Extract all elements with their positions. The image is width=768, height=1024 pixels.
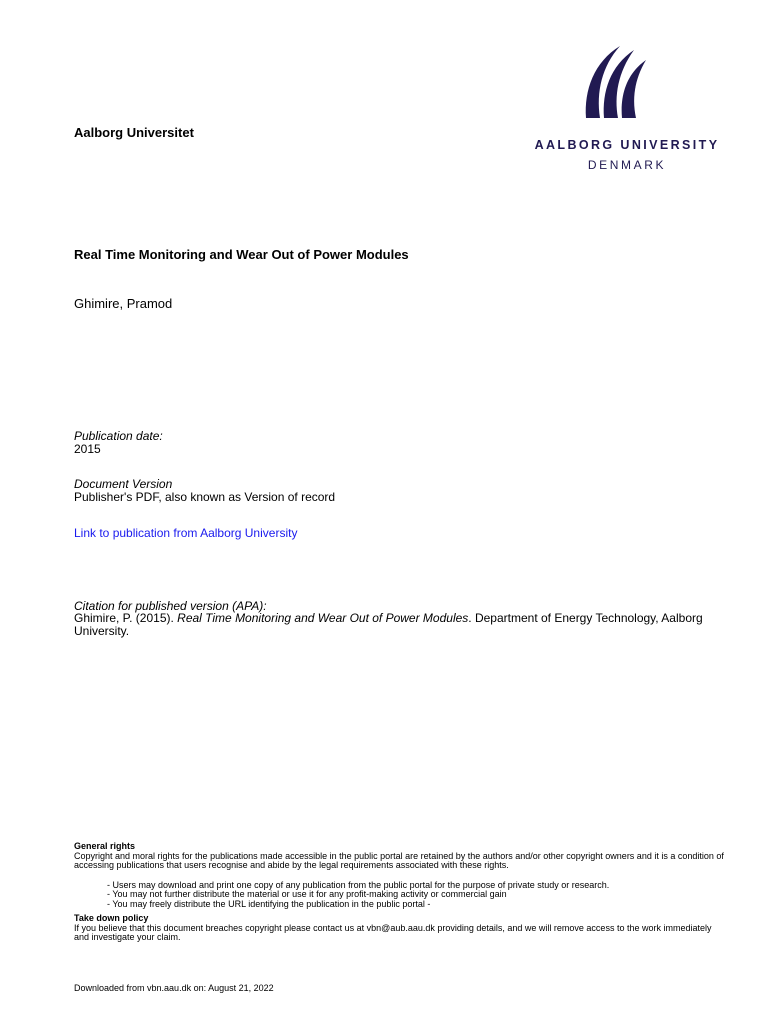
general-rights-text: Copyright and moral rights for the publications made accessible in the public portal are retained by the authors and/or other copyright owners and it is a condition of accessing publications that users recognise and abide by the legal requirements associated with these rights. [74, 850, 724, 870]
document-version-value: Publisher's PDF, also known as Version of record [74, 490, 336, 504]
author-name: Ghimire, Pramod [74, 296, 173, 311]
publication-title: Real Time Monitoring and Wear Out of Power Modules [74, 247, 409, 262]
takedown-text: If you believe that this document breaches copyright please contact us at vbn@aub.aau.dk providing details, and we will remove access to the work immediately and investigate your claim. [74, 922, 712, 942]
takedown-heading: Take down policy [74, 913, 149, 923]
logo-country: DENMARK [587, 158, 667, 172]
general-rights-heading: General rights [74, 841, 136, 851]
rights-bullet: - You may freely distribute the URL identifying the publication in the public portal - [107, 898, 431, 909]
institution-name: Aalborg Universitet [74, 125, 194, 140]
publication-date-value: 2015 [74, 442, 101, 456]
rights-bullet: - You may not further distribute the material or use it for any profit-making activity or commercial gain [107, 889, 507, 899]
logo-wordmark: AALBORG UNIVERSITY [534, 138, 720, 152]
citation-suffix: . Department of Energy Technology, Aalborg University. [74, 611, 703, 638]
rights-bullet-list [74, 881, 724, 910]
citation-label: Citation for published version (APA): [74, 599, 267, 613]
rights-bullet: - Users may download and print one copy of any publication from the public portal for the purpose of private study or research. [107, 879, 610, 890]
download-footer: Downloaded from vbn.aau.dk on: August 21, 2022 [74, 983, 274, 993]
citation-title: Real Time Monitoring and Wear Out of Power Modules [177, 611, 469, 625]
aau-wave-logo-icon [582, 40, 652, 118]
document-version-label: Document Version [74, 477, 173, 491]
rights-section [74, 842, 724, 943]
citation-prefix: Ghimire, P. (2015). [74, 611, 178, 625]
citation-text [74, 612, 724, 638]
aalborg-university-logo [522, 40, 732, 180]
publication-date-label: Publication date: [74, 429, 163, 443]
publication-link[interactable]: Link to publication from Aalborg University [74, 526, 298, 540]
